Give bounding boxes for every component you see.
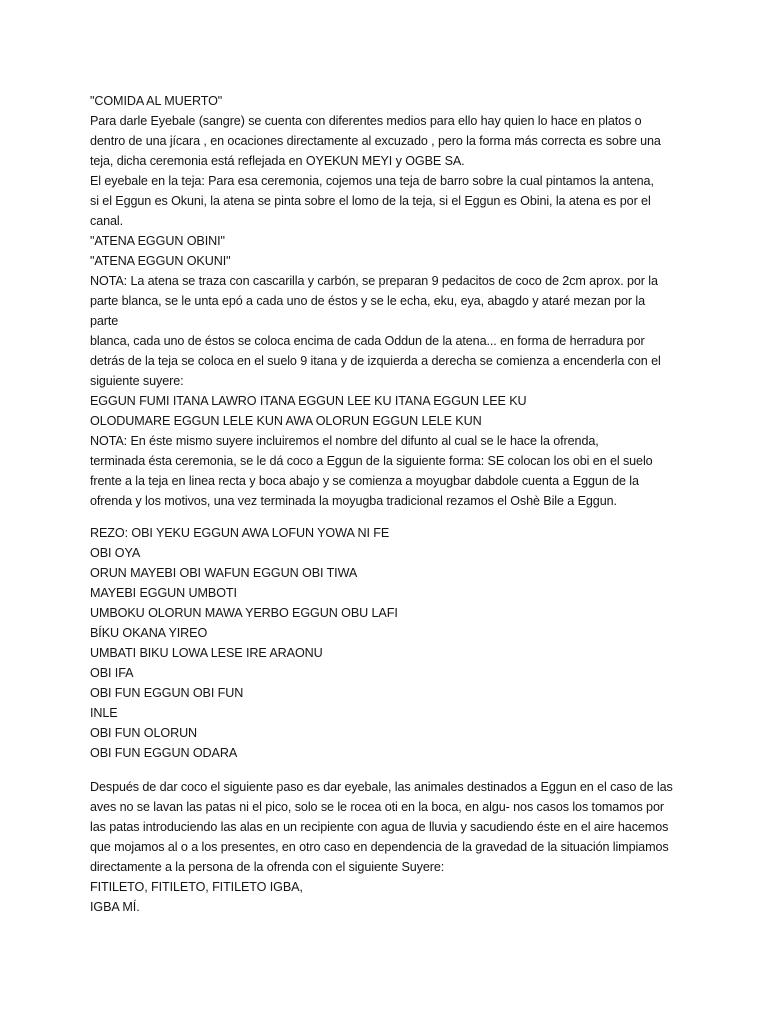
rezo-line: OBI FUN EGGUN ODARA [90, 746, 238, 760]
intro-section [90, 91, 690, 511]
rezo-line: UMBATI BIKU LOWA LESE IRE ARAONU [90, 646, 323, 660]
eyebale-section [90, 777, 690, 917]
text-line: siguiente suyere: [90, 374, 184, 388]
text-line: teja, dicha ceremonia está reflejada en OYEKUN MEYI y OGBE SA. [90, 154, 465, 168]
text-line: Después de dar coco el siguiente paso es dar eyebale, las animales destinados a Eggun en el caso de las [90, 780, 673, 794]
text-line: si el Eggun es Okuni, la atena se pinta sobre el lomo de la teja, si el Eggun es Obini, la atena es por el [90, 194, 651, 208]
rezo-line: REZO: OBI YEKU EGGUN AWA LOFUN YOWA NI FE [90, 526, 390, 540]
text-line: terminada ésta ceremonia, se le dá coco a Eggun de la siguiente forma: SE colocan los obi en el suelo [90, 454, 653, 468]
text-line: ofrenda y los motivos, una vez terminada la moyugba tradicional rezamos el Oshè Bile a Eggun. [90, 494, 617, 508]
text-line: parte [90, 314, 119, 328]
text-line: canal. [90, 214, 124, 228]
rezo-section [90, 523, 690, 763]
text-line: aves no se lavan las patas ni el pico, solo se le rocea oti en la boca, en algu- nos casos los tomamos por [90, 800, 664, 814]
text-line: dentro de una jícara , en ocaciones directamente al excuzado , pero la forma más correcta es sobre una [90, 134, 661, 148]
text-line: El eyebale en la teja: Para esa ceremonia, cojemos una teja de barro sobre la cual pintamos la antena, [90, 174, 654, 188]
text-line: NOTA: En éste mismo suyere incluiremos el nombre del difunto al cual se le hace la ofrenda, [90, 434, 599, 448]
text-line: directamente a la persona de la ofrenda con el siguiente Suyere: [90, 860, 445, 874]
text-line: las patas introduciendo las alas en un recipiente con agua de lluvia y sacudiendo éste en el aire hacemos [90, 820, 669, 834]
rezo-line: OBI OYA [90, 546, 141, 560]
text-line: OLODUMARE EGGUN LELE KUN AWA OLORUN EGGUN LELE KUN [90, 414, 482, 428]
rezo-line: OBI FUN OLORUN [90, 726, 198, 740]
rezo-line: INLE [90, 706, 118, 720]
text-line: FITILETO, FITILETO, FITILETO IGBA, [90, 880, 303, 894]
text-line: "ATENA EGGUN OKUNI" [90, 254, 231, 268]
text-line: parte blanca, se le unta epó a cada uno de éstos y se le echa, eku, eya, abagdo y ataré mezan por la [90, 294, 645, 308]
rezo-line: UMBOKU OLORUN MAWA YERBO EGGUN OBU LAFI [90, 606, 398, 620]
text-line: Para darle Eyebale (sangre) se cuenta con diferentes medios para ello hay quien lo hace en platos o [90, 114, 642, 128]
rezo-line: BÍKU OKANA YIREO [90, 626, 208, 640]
rezo-line: ORUN MAYEBI OBI WAFUN EGGUN OBI TIWA [90, 566, 358, 580]
text-line: NOTA: La atena se traza con cascarilla y carbón, se preparan 9 pedacitos de coco de 2cm aprox. por la [90, 274, 658, 288]
text-line: que mojamos al o a los presentes, en otro caso en dependencia de la gravedad de la situación limpiamos [90, 840, 669, 854]
text-line: IGBA MÍ. [90, 900, 140, 914]
text-line: "ATENA EGGUN OBINI" [90, 234, 225, 248]
text-line: detrás de la teja se coloca en el suelo 9 itana y de izquierda a derecha se comienza a encenderla con el [90, 354, 661, 368]
document-title: "COMIDA AL MUERTO" [90, 94, 223, 108]
rezo-line: OBI FUN EGGUN OBI FUN [90, 686, 244, 700]
text-line: blanca, cada uno de éstos se coloca encima de cada Oddun de la atena... en forma de herradura por [90, 334, 645, 348]
rezo-line: OBI IFA [90, 666, 134, 680]
text-line: EGGUN FUMI ITANA LAWRO ITANA EGGUN LEE KU ITANA EGGUN LEE KU [90, 394, 527, 408]
text-line: frente a la teja en linea recta y boca abajo y se comienza a moyugbar dabdole cuenta a Eggun de la [90, 474, 639, 488]
rezo-line: MAYEBI EGGUN UMBOTI [90, 586, 237, 600]
